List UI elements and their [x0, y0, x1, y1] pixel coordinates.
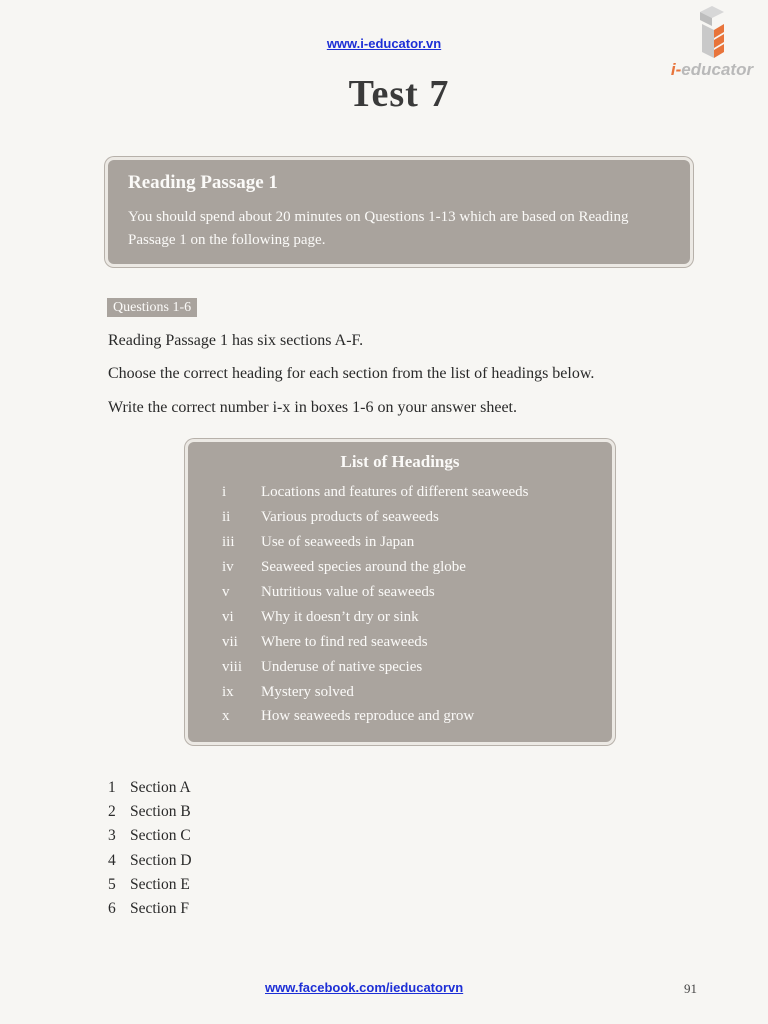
logo-wordmark: i-educator — [670, 60, 754, 79]
page-number: 91 — [684, 981, 697, 996]
list-of-headings-box: List of Headings i Locations and features of different seaweeds ii Various products of seaweeds iii Use of seaweeds in Japan iv Seaweed species around the globe v Nutritious value of seaweeds vi Why it doesn’t dry or sink vii Where to find red seaweeds viii Underuse of native species ix Mystery solved x How seaweeds reproduce and grow — [188, 442, 612, 742]
passage-box-title: Reading Passage 1 — [128, 172, 278, 193]
questions-label: Questions 1-6 — [107, 298, 197, 317]
reading-passage-box — [108, 160, 690, 264]
headings-title: List of Headings — [340, 452, 460, 471]
instruction-2: Choose the correct heading for each section from the list of headings below. — [108, 365, 595, 382]
logo-mark-icon — [696, 6, 726, 58]
page-title: Test 7 — [348, 73, 450, 115]
header-website-link[interactable]: www.i-educator.vn — [326, 36, 442, 51]
passage-box-text: You should spend about 20 minutes on Questions 1-13 which are based on Reading Passage 1 on the following page. — [128, 209, 629, 248]
footer-facebook-link[interactable]: www.facebook.com/ieducatorvn — [265, 980, 464, 995]
instruction-3: Write the correct number i-x in boxes 1-6 on your answer sheet. — [108, 399, 517, 416]
i-educator-logo — [660, 6, 764, 80]
instruction-1: Reading Passage 1 has six sections A-F. — [108, 332, 364, 349]
